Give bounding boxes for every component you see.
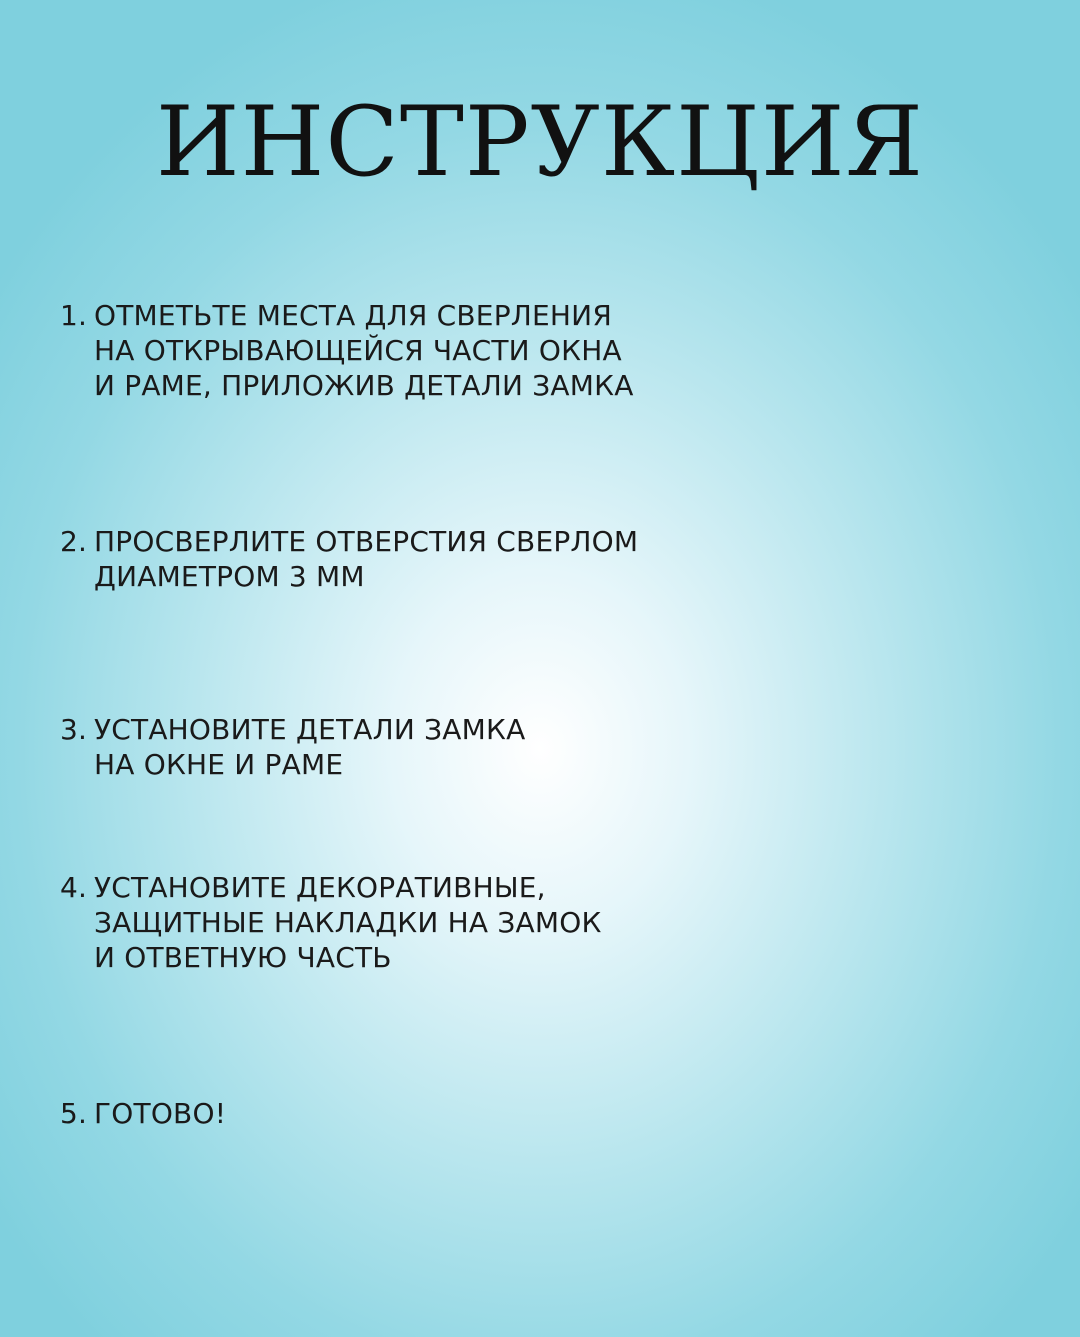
step-item-5 [60,1096,1040,1131]
step-text [94,298,634,403]
step-text-line: И РАМЕ, ПРИЛОЖИВ ДЕТАЛИ ЗАМКА [94,369,634,402]
step-text [94,870,602,975]
step-text-line: ГОТОВО! [94,1097,227,1130]
step-text-line: УСТАНОВИТЕ ДЕКОРАТИВНЫЕ, [94,871,546,904]
step-item-2 [60,524,1040,594]
step-number: 5. [60,1097,88,1130]
step-item-1 [60,298,1040,403]
step-text-line: И ОТВЕТНУЮ ЧАСТЬ [94,941,392,974]
step-text [94,524,638,594]
step-number: 4. [60,871,88,904]
step-item-4 [60,870,1040,975]
step-text-line: УСТАНОВИТЕ ДЕТАЛИ ЗАМКА [94,713,526,746]
step-text-line: НА ОКНЕ И РАМЕ [94,748,344,781]
step-text-line: ДИАМЕТРОМ 3 ММ [94,560,365,593]
step-text [94,712,525,782]
step-number: 2. [60,525,88,558]
step-text-line: ОТМЕТЬТЕ МЕСТА ДЛЯ СВЕРЛЕНИЯ [94,299,612,332]
page-title: ИНСТРУКЦИЯ [155,86,925,198]
step-item-3 [60,712,1040,782]
step-text [94,1096,226,1131]
step-text-line: ПРОСВЕРЛИТЕ ОТВЕРСТИЯ СВЕРЛОМ [94,525,639,558]
step-number: 3. [60,713,88,746]
step-text-line: ЗАЩИТНЫЕ НАКЛАДКИ НА ЗАМОК [94,906,602,939]
step-number: 1. [60,299,88,332]
step-text-line: НА ОТКРЫВАЮЩЕЙСЯ ЧАСТИ ОКНА [94,334,622,367]
